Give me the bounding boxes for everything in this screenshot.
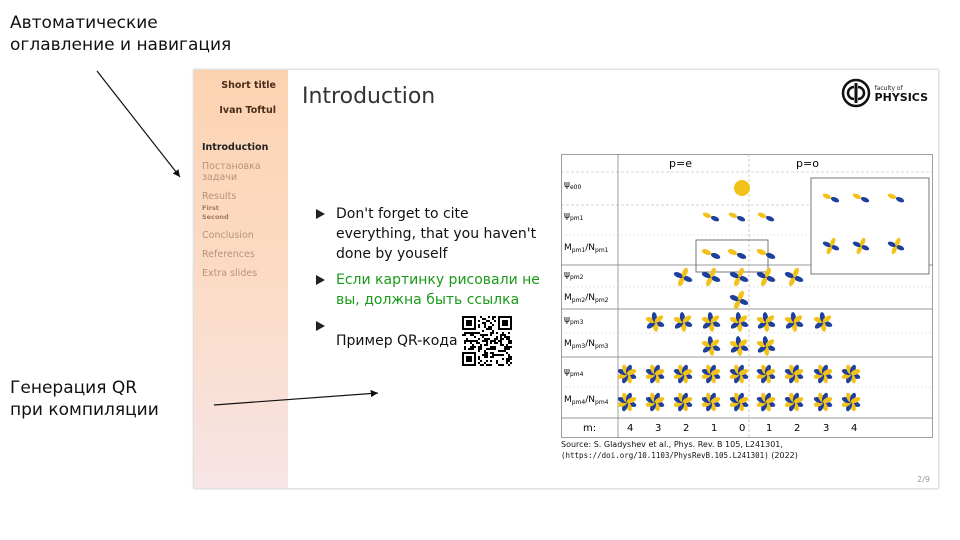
- row-label: $\psi_{pm2}$: [564, 270, 584, 281]
- nav-subitem-second[interactable]: Second: [202, 213, 229, 221]
- nav-item-extra-slides[interactable]: Extra slides: [202, 268, 258, 279]
- figure-header-odd: p=o: [796, 157, 819, 170]
- logo-small-text: faculty of: [874, 85, 903, 92]
- row-label: $M_{pm4}/N_{pm4}$: [564, 395, 609, 406]
- slide-title: Introduction: [302, 84, 436, 109]
- m-value-label: 2: [683, 423, 690, 434]
- arrow-to-qr-code: [214, 393, 378, 405]
- source-year: (2022): [771, 451, 798, 460]
- row-label: $\psi_{pm3}$: [564, 315, 584, 326]
- page-number: 2/9: [917, 475, 930, 484]
- row-label: $M_{pm1}/N_{pm1}$: [564, 243, 609, 254]
- sidebar-author[interactable]: Ivan Toftul: [219, 105, 276, 116]
- nav-item-problem-statement[interactable]: Постановка задачи: [202, 161, 261, 183]
- m-value-label: 4: [851, 423, 858, 434]
- arrow-to-navigation: [97, 71, 180, 177]
- annotation-qr-line1: Генерация QR: [10, 378, 138, 398]
- m-value-label: 1: [766, 423, 773, 434]
- nav-item-introduction[interactable]: Introduction: [202, 142, 269, 153]
- row-label: $\psi_{pm4}$: [564, 367, 584, 378]
- m-value-label: 2: [794, 423, 801, 434]
- m-axis-label: m:: [583, 423, 597, 434]
- bullet-qr-text: Пример QR-кода: [336, 333, 458, 349]
- row-label: $\psi_{pm1}$: [564, 211, 584, 222]
- sidebar-short-title[interactable]: Short title: [221, 80, 276, 91]
- logo-big-text: PHYSICS: [874, 91, 928, 104]
- nav-item-results[interactable]: Results: [202, 191, 237, 202]
- m-value-label: 4: [627, 423, 634, 434]
- row-label: $\psi_{e00}$: [564, 180, 582, 191]
- nav-item-references[interactable]: References: [202, 249, 255, 260]
- nav-item-conclusion[interactable]: Conclusion: [202, 230, 254, 241]
- m-value-label: 1: [711, 423, 718, 434]
- figure-header-even: p=e: [669, 157, 692, 170]
- source-url-link[interactable]: (https://doi.org/10.1103/PhysRevB.105.L241301): [561, 451, 769, 460]
- source-label: Source:: [561, 440, 592, 449]
- m-value-label: 0: [739, 423, 746, 434]
- row-label: $M_{pm2}/N_{pm2}$: [564, 293, 609, 304]
- m-value-label: 3: [823, 423, 830, 434]
- bullet-cite-text: Don't forget to cite everything, that you haven't done by youself: [336, 206, 537, 262]
- nav-subitem-first[interactable]: First: [202, 204, 219, 212]
- bullet-image-source-text: Если картинку рисовали не вы, должна быть ссылка: [336, 272, 540, 308]
- annotation-navigation-line2: оглавление и навигация: [10, 35, 232, 55]
- row-label: $M_{pm3}/N_{pm3}$: [564, 339, 609, 350]
- source-authors: S. Gladyshev et al., Phys. Rev. B 105, L241301,: [593, 440, 783, 449]
- m-value-label: 3: [655, 423, 662, 434]
- annotation-navigation-line1: Автоматические: [10, 13, 158, 33]
- annotation-qr-line2: при компиляции: [10, 400, 159, 420]
